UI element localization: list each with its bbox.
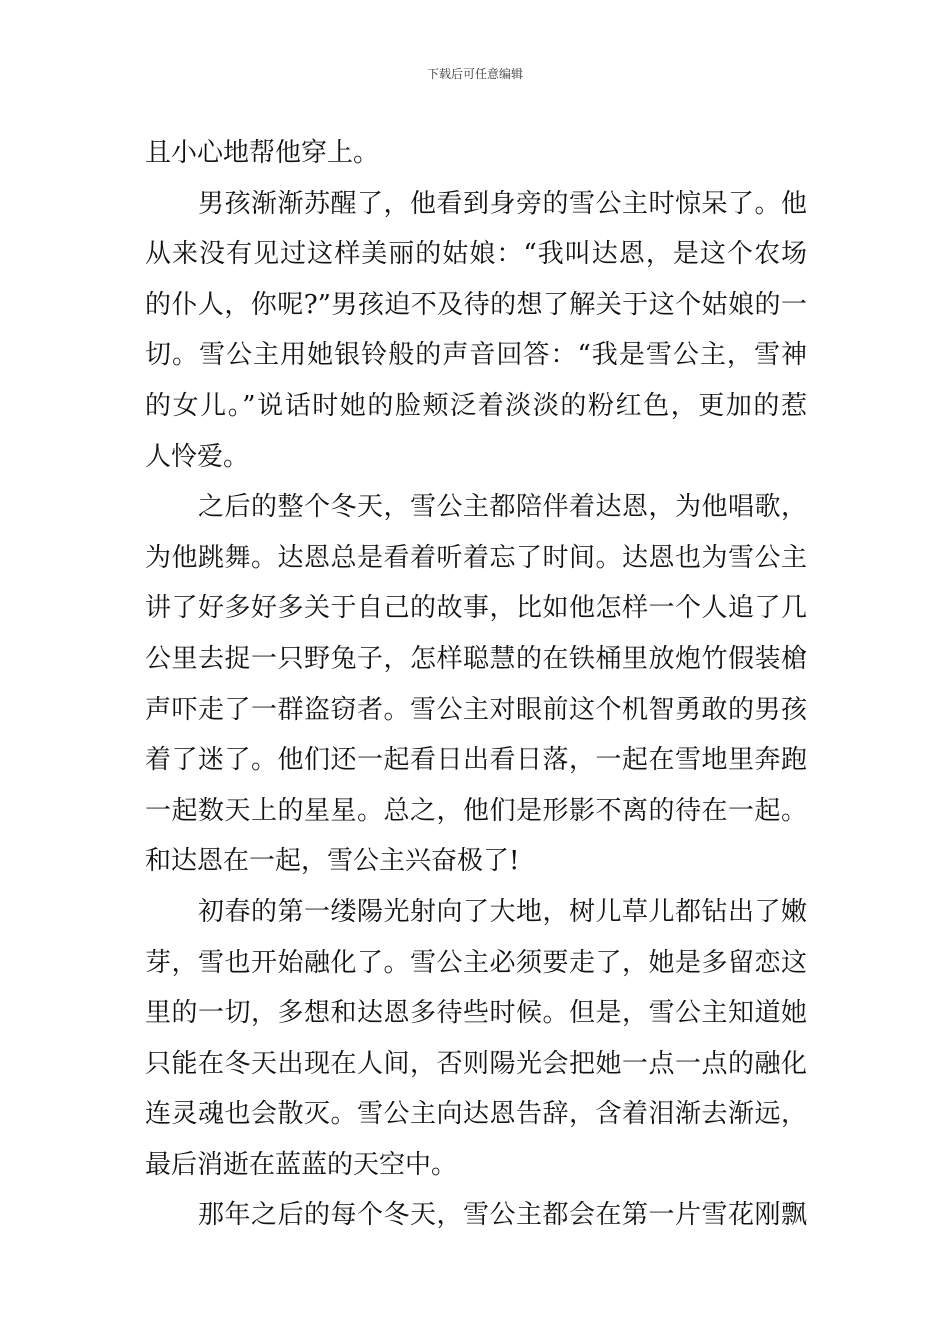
story-text — [145, 128, 807, 1241]
text-line: 为他跳舞。达恩总是看着听着忘了时间。达恩也为雪公主 — [145, 542, 807, 573]
text-line: 芽，雪也开始融化了。雪公主必须要走了，她是多留恋这 — [145, 947, 807, 978]
text-line: 只能在冬天出现在人间，否则陽光会把她一点一点的融化 — [145, 1048, 807, 1079]
text-line: 从来没有见过这样美丽的姑娘：“我叫达恩，是这个农场 — [145, 239, 807, 270]
text-line: 且小心地帮他穿上。 — [145, 138, 380, 168]
text-line: 公里去捉一只野兔子，怎样聪慧的在铁桶里放炮竹假装槍 — [145, 643, 807, 674]
page-header: 下载后可任意编辑 — [426, 67, 523, 81]
text-line: 最后消逝在蓝蓝的天空中。 — [145, 1149, 458, 1180]
text-line: 和达恩在一起，雪公主兴奋极了! — [145, 846, 520, 877]
text-line: 之后的整个冬天，雪公主都陪伴着达恩，为他唱歌， — [198, 492, 807, 523]
text-line: 那年之后的每个冬天，雪公主都会在第一片雪花刚飘 — [198, 1200, 807, 1231]
text-line: 讲了好多好多关于自己的故事，比如他怎样一个人追了几 — [145, 593, 807, 624]
text-line: 连灵魂也会散灭。雪公主向达恩告辞，含着泪渐去渐远， — [145, 1099, 807, 1130]
text-line: 的仆人，你呢?”男孩迫不及待的想了解关于这个姑娘的一 — [145, 289, 807, 320]
text-line: 声吓走了一群盗窃者。雪公主对眼前这个机智勇敢的男孩 — [145, 694, 807, 725]
text-line: 的女儿。”说话时她的脸颊泛着淡淡的粉红色，更加的惹 — [145, 390, 807, 421]
text-line: 着了迷了。他们还一起看日出看日落，一起在雪地里奔跑 — [145, 745, 807, 776]
text-line: 人怜爱。 — [145, 441, 250, 472]
text-line: 一起数天上的星星。总之，他们是形影不离的待在一起。 — [145, 795, 807, 826]
text-line: 初春的第一缕陽光射向了大地，树儿草儿都钻出了嫩 — [198, 896, 807, 927]
text-line: 切。雪公主用她银铃般的声音回答：“我是雪公主，雪神 — [145, 340, 807, 371]
text-line: 男孩渐渐苏醒了，他看到身旁的雪公主时惊呆了。他 — [198, 188, 807, 219]
text-line: 里的一切，多想和达恩多待些时候。但是，雪公主知道她 — [145, 998, 807, 1029]
